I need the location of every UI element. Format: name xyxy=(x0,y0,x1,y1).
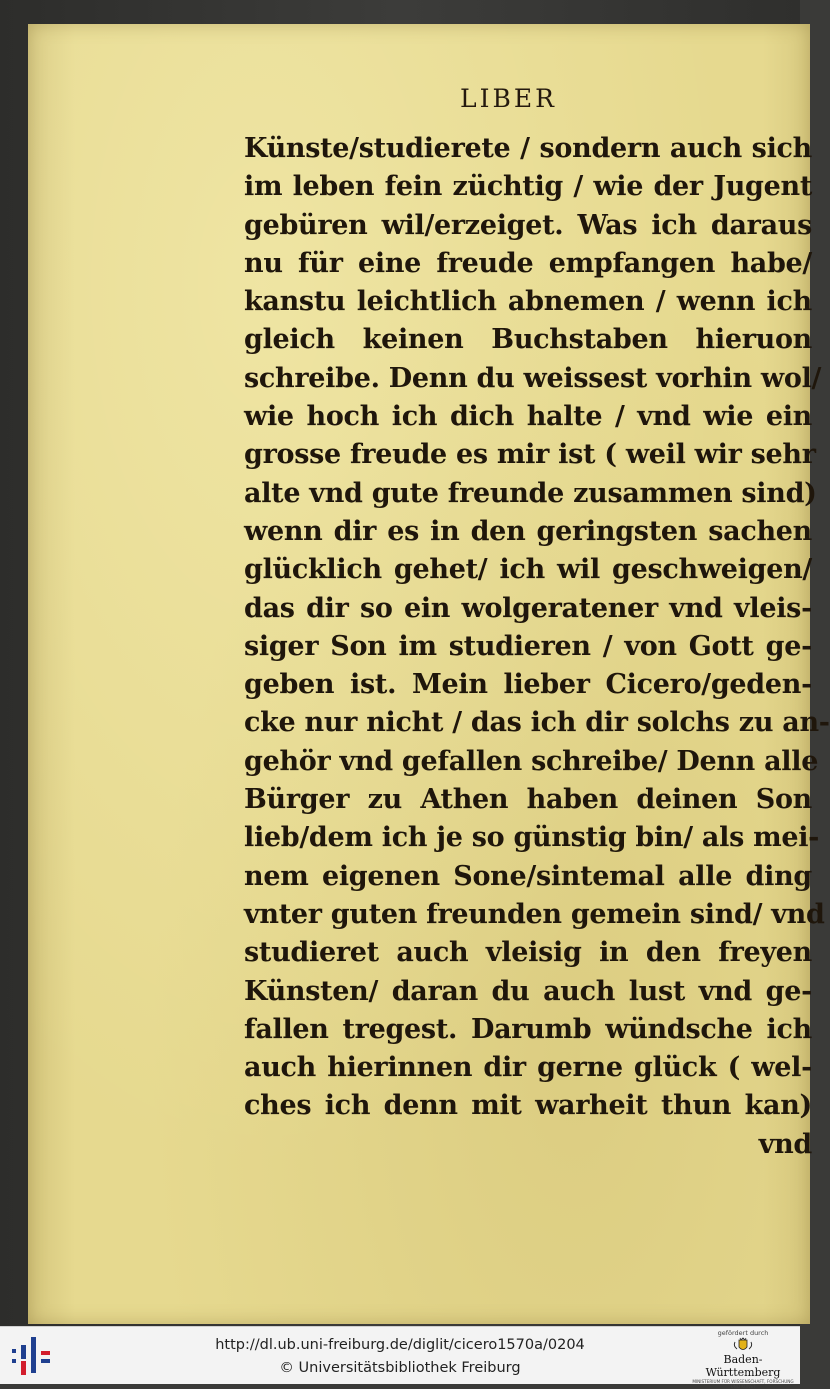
text-line: fallen tregest. Darumb wündsche ich xyxy=(244,1013,812,1045)
text-line: nem eigenen Sone/sintemal alle ding xyxy=(244,860,812,892)
text-line: gebüren wil/erzeiget. Was ich daraus xyxy=(244,209,812,241)
copyright-notice: © Universitätsbibliothek Freiburg xyxy=(279,1360,521,1376)
text-line: gleich keinen Buchstaben hieruon xyxy=(244,324,812,356)
text-line: kanstu leichtlich abnemen / wenn ich xyxy=(244,286,812,318)
text-line: lieb/dem ich je so günstig bin/ als mei- xyxy=(244,822,820,854)
baden-wuerttemberg-crest-icon xyxy=(733,1338,753,1354)
text-line: auch hierinnen dir gerne glück ( wel- xyxy=(244,1052,812,1084)
text-line: geben ist. Mein lieber Cicero/geden- xyxy=(244,669,812,701)
text-line: schreibe. Denn du weissest vorhin wol/ xyxy=(244,362,822,394)
text-line: glücklich gehet/ ich wil geschweigen/ xyxy=(244,554,812,586)
text-line: cke nur nicht / das ich dir solchs zu an- xyxy=(244,707,830,739)
text-line: Künste/studierete / sondern auch sich xyxy=(244,133,812,164)
text-line: im leben fein züchtig / wie der Jugent xyxy=(244,171,812,203)
sponsor-name: Baden-Württemberg xyxy=(705,1353,781,1379)
book-page xyxy=(28,24,830,1324)
text-line: gehör vnd gefallen schreibe/ Denn alle xyxy=(244,745,819,777)
text-line: wie hoch ich dich halte / vnd wie ein xyxy=(244,401,812,433)
text-line: nu für eine freude empfangen habe/ xyxy=(244,247,812,279)
text-line: siger Son im studieren / von Gott ge- xyxy=(244,630,812,662)
viewer-footer xyxy=(0,1326,800,1389)
sponsor-caption: gefördert durch xyxy=(717,1329,769,1337)
text-line: ches ich denn mit warheit thun kan) xyxy=(244,1090,812,1122)
text-line: wenn dir es in den geringsten sachen xyxy=(244,515,812,547)
permalink-url[interactable]: http://dl.ub.uni-freiburg.de/diglit/cicero1570a/0204 xyxy=(215,1337,585,1353)
text-line: vnd xyxy=(758,1128,812,1160)
text-line: Künsten/ daran du auch lust vnd ge- xyxy=(244,975,812,1007)
page-text-block xyxy=(244,130,830,1164)
text-line: grosse freude es mir ist ( weil wir sehr xyxy=(244,439,816,471)
sponsor-ministry: MINISTERIUM FÜR WISSENSCHAFT, FORSCHUNG UND KUNST xyxy=(692,1379,794,1389)
text-line: Bürger zu Athen haben deinen Son xyxy=(244,784,812,816)
text-line: vnter guten freunden gemein sind/ vnd xyxy=(244,898,825,930)
text-line: das dir so ein wolgeratener vnd vleis- xyxy=(244,592,812,624)
text-line: alte vnd gute freunde zusammen sind) xyxy=(244,477,817,509)
text-line: studieret auch vleisig in den freyen xyxy=(244,937,812,969)
running-head: LIBER xyxy=(460,84,557,113)
sponsor-badge[interactable] xyxy=(688,1329,798,1389)
